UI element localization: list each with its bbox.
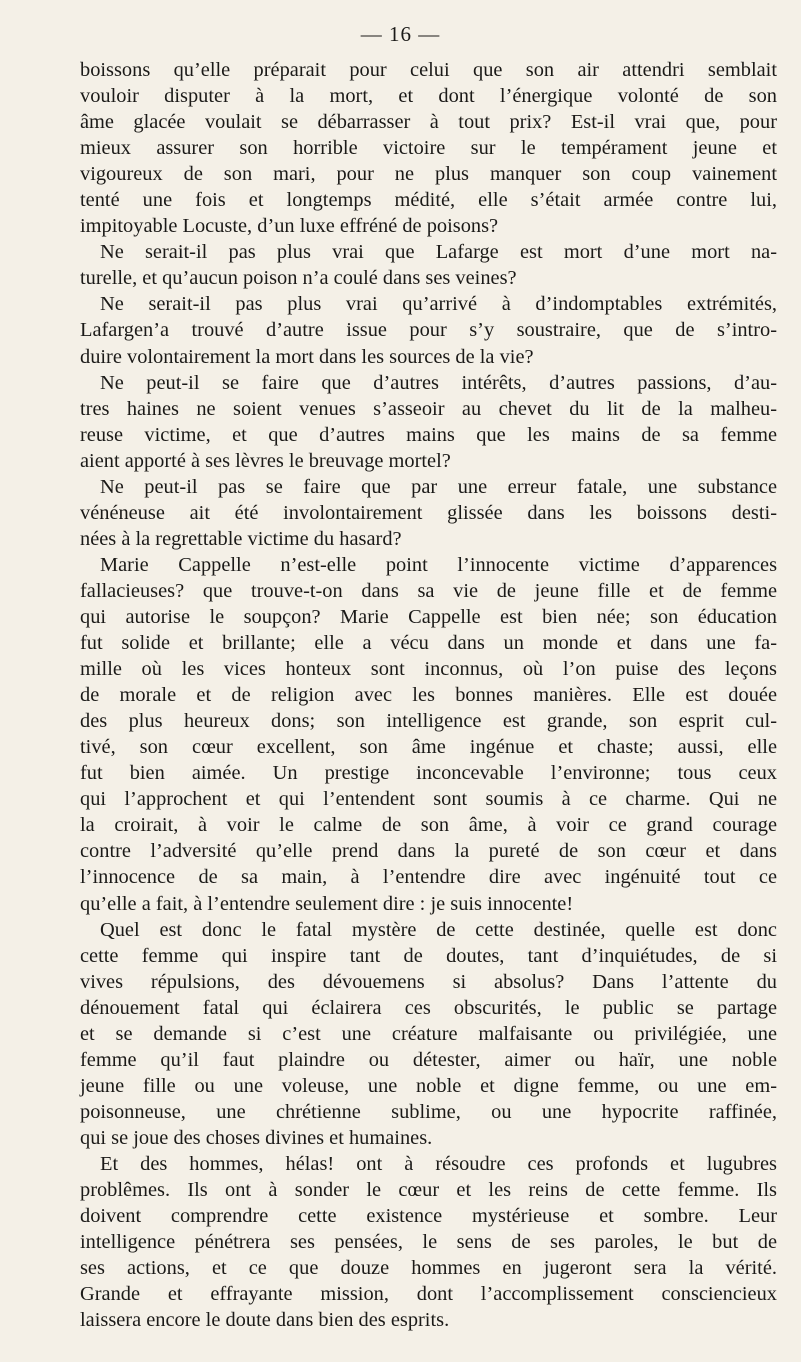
text-line: qu’elle a fait, à l’entendre seulement dire : je suis innocente! bbox=[80, 892, 574, 915]
text-line: Marie Cappelle n’est-elle point l’innocente victime d’apparences bbox=[100, 553, 777, 576]
text-line: intelligence pénétrera ses pensées, le sens de ses paroles, le but de bbox=[80, 1231, 777, 1254]
paragraph bbox=[80, 57, 777, 239]
text-line: poisonneuse, une chrétienne sublime, ou une hypocrite raffinée, bbox=[80, 1100, 777, 1123]
text-line: vénéneuse ait été involontairement glissée dans les boissons desti- bbox=[80, 501, 777, 524]
text-line: fut solide et brillante; elle a vécu dans un monde et dans une fa- bbox=[80, 632, 777, 655]
text-line: Grande et effrayante mission, dont l’accomplissement consciencieux bbox=[80, 1283, 777, 1306]
text-line: fallacieuses? que trouve-t-on dans sa vie de jeune fille et de femme bbox=[80, 579, 777, 602]
text-line: tres haines ne soient venues s’asseoir au chevet du lit de la malheu- bbox=[80, 397, 777, 420]
text-line: nées à la regrettable victime du hasard? bbox=[80, 527, 402, 550]
text-line: Ne peut-il se faire que d’autres intérêts, d’autres passions, d’au- bbox=[100, 371, 777, 394]
text-line: de morale et de religion avec les bonnes manières. Elle est douée bbox=[80, 684, 777, 707]
text-line: qui l’approchent et qui l’entendent sont soumis à ce charme. Qui ne bbox=[80, 788, 777, 811]
text-line: Lafargen’a trouvé d’autre issue pour s’y soustraire, que de s’intro- bbox=[80, 319, 777, 342]
text-line: des plus heureux dons; son intelligence est grande, son esprit cul- bbox=[80, 710, 777, 733]
text-line: l’innocence de sa main, à l’entendre dire avec ingénuité tout ce bbox=[80, 866, 777, 889]
text-line: Ne serait-il pas plus vrai qu’arrivé à d’indomptables extrémités, bbox=[100, 293, 777, 316]
text-line: vouloir disputer à la mort, et dont l’énergique volonté de son bbox=[80, 85, 777, 108]
text-line: boissons qu’elle préparait pour celui que son air attendri semblait bbox=[80, 59, 777, 81]
text-line: vigoureux de son mari, pour ne plus manquer son coup vainement bbox=[80, 163, 777, 186]
paragraph bbox=[80, 1151, 777, 1333]
text-line: Ne serait-il pas plus vrai que Lafarge est mort d’une mort na- bbox=[100, 241, 777, 264]
text-line: vives répulsions, des dévouemens si absolus? Dans l’attente du bbox=[80, 970, 777, 993]
text-line: contre l’adversité qu’elle prend dans la pureté de son cœur et dans bbox=[80, 840, 777, 863]
text-line: Et des hommes, hélas! ont à résoudre ces profonds et lugubres bbox=[100, 1152, 777, 1175]
text-line: qui se joue des choses divines et humaines. bbox=[80, 1126, 433, 1149]
text-line: tivé, son cœur excellent, son âme ingénue et chaste; aussi, elle bbox=[80, 736, 777, 759]
text-line: aient apporté à ses lèvres le breuvage mortel? bbox=[80, 449, 451, 472]
text-line: mille où les vices honteux sont inconnus, où l’on puise des leçons bbox=[80, 658, 777, 681]
text-line: femme qu’il faut plaindre ou détester, aimer ou haïr, une noble bbox=[80, 1048, 777, 1071]
text-line: problêmes. Ils ont à sonder le cœur et les reins de cette femme. Ils bbox=[80, 1179, 777, 1202]
text-line: tenté une fois et longtemps médité, elle s’était armée contre lui, bbox=[80, 189, 777, 212]
text-line: fut bien aimée. Un prestige inconcevable l’environne; tous ceux bbox=[80, 762, 777, 785]
text-line: et se demande si c’est une créature malfaisante ou privilégiée, une bbox=[80, 1022, 777, 1045]
text-line: Ne peut-il pas se faire que par une erreur fatale, une substance bbox=[100, 475, 777, 498]
paragraph bbox=[80, 552, 777, 917]
paragraph bbox=[80, 474, 777, 552]
page-body-text bbox=[80, 57, 777, 1333]
text-line: mieux assurer son horrible victoire sur le tempérament jeune et bbox=[80, 137, 777, 160]
text-line: turelle, et qu’aucun poison n’a coulé dans ses veines? bbox=[80, 267, 517, 290]
text-line: laissera encore le doute dans bien des esprits. bbox=[80, 1309, 450, 1332]
paragraph bbox=[80, 370, 777, 474]
text-line: dénouement fatal qui éclairera ces obscurités, le public se partage bbox=[80, 996, 777, 1019]
text-line: impitoyable Locuste, d’un luxe effréné de poisons? bbox=[80, 215, 499, 238]
text-line: doivent comprendre cette existence mystérieuse et sombre. Leur bbox=[80, 1205, 777, 1228]
paragraph bbox=[80, 239, 777, 291]
text-line: reuse victime, et que d’autres mains que les mains de sa femme bbox=[80, 423, 777, 446]
text-line: duire volontairement la mort dans les sources de la vie? bbox=[80, 345, 534, 368]
text-line: âme glacée voulait se débarrasser à tout prix? Est-il vrai que, pour bbox=[80, 111, 777, 134]
text-line: Quel est donc le fatal mystère de cette destinée, quelle est donc bbox=[100, 918, 777, 941]
paragraph bbox=[80, 291, 777, 369]
text-line: la croirait, à voir le calme de son âme, à voir ce grand courage bbox=[80, 814, 777, 837]
text-line: cette femme qui inspire tant de doutes, tant d’inquiétudes, de si bbox=[80, 944, 777, 967]
paragraph bbox=[80, 917, 777, 1151]
page-number: — 16 — bbox=[360, 22, 441, 46]
text-line: jeune fille ou une voleuse, une noble et digne femme, ou une em- bbox=[80, 1074, 777, 1097]
text-line: qui autorise le soupçon? Marie Cappelle est bien née; son éducation bbox=[80, 605, 777, 628]
text-line: ses actions, et ce que douze hommes en jugeront sera la vérité. bbox=[80, 1257, 777, 1280]
